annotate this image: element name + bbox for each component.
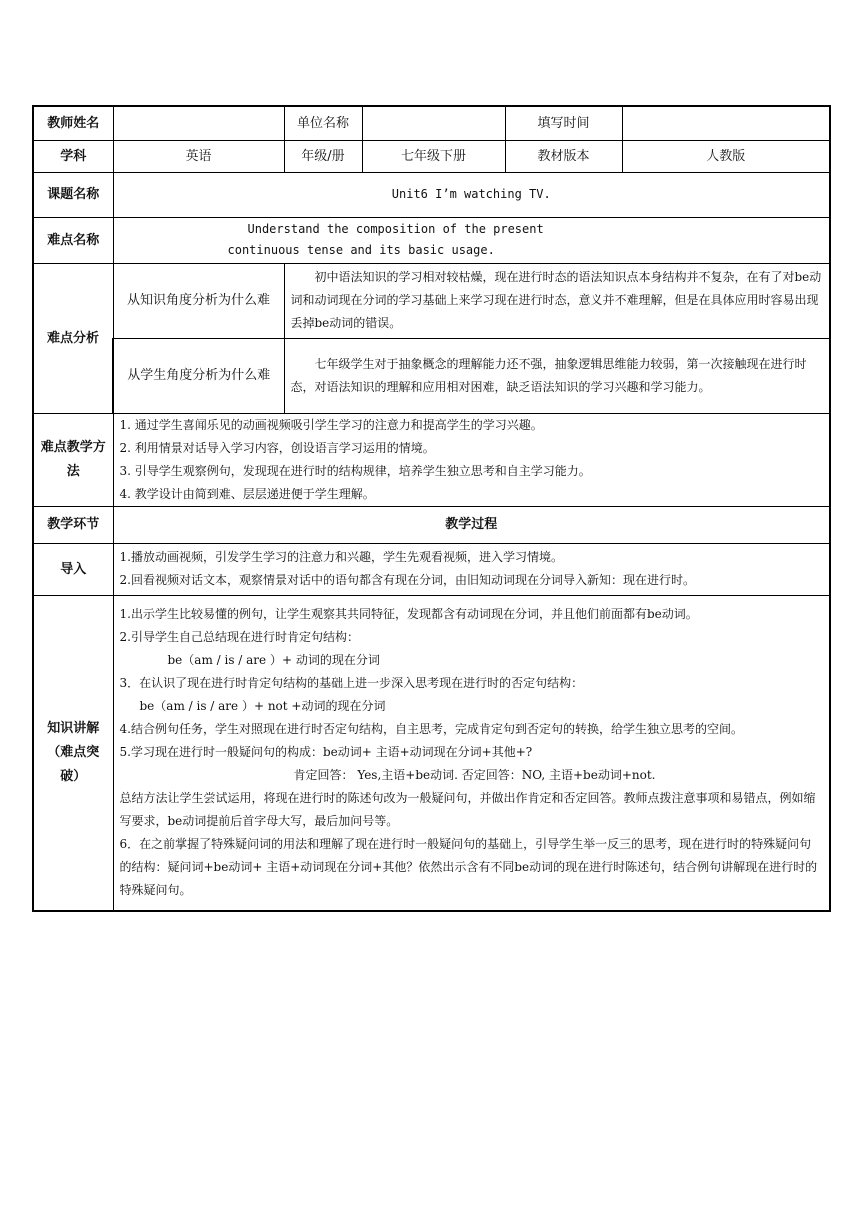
process-step-label: 教学环节: [33, 506, 113, 543]
knowledge-list: [113, 595, 830, 911]
lesson-plan-table: [32, 105, 831, 912]
fill-time-value: [622, 106, 830, 140]
analysis-label: 难点分析: [33, 263, 113, 413]
knowledge-item: 2.引导学生自己总结现在进行时肯定句结构：: [119, 630, 359, 645]
answer-forms: 肯定回答： Yes,主语+be动词. 否定回答：NO, 主语+be动词+not.: [293, 768, 656, 783]
process-label: 教学过程: [113, 506, 830, 543]
methods-list: [113, 413, 830, 506]
difficulty-value: [113, 217, 830, 263]
knowledge-item: 4.结合例句任务，学生对照现在进行时否定句结构，自主思考，完成肯定句到否定句的转换，给学生独立思考的空间。: [119, 722, 743, 737]
intro-item: 1.播放动画视频，引发学生学习的注意力和兴趣，学生先观看视频，进入学习情境。: [119, 550, 563, 564]
knowledge-angle-text: 初中语法知识的学习相对较枯燥，现在进行时态的语法知识点本身结构并不复杂，在有了对be动词和动词现在分词的学习基础上来学习现在进行时态，意义并不难理解，但是在具体应用时容易出现丢掉be动词的错误。: [284, 263, 830, 338]
process-header-row: [33, 506, 830, 543]
edition-label: 教材版本: [505, 140, 622, 172]
formula-negative: be（am / is / are ）+ not +动词的现在分词: [139, 699, 386, 714]
knowledge-row: [33, 595, 830, 911]
formula-affirmative: be（am / is / are ）+ 动词的现在分词: [167, 653, 380, 668]
analysis-knowledge-row: [33, 263, 830, 338]
method-item: 2. 利用情景对话导入学习内容，创设语言学习运用的情境。: [119, 440, 435, 455]
knowledge-item: 6．在之前掌握了特殊疑问词的用法和理解了现在进行时一般疑问句的基础上，引导学生举一反三的思考，现在进行时的特殊疑问句的结构：疑问词+be动词+ 主语+动词现在分词+其他？依然出示含有不同be动词的现在进行时陈述句，结合例句讲解现在进行时的特殊疑问句。: [119, 837, 818, 898]
subject-value: 英语: [113, 140, 284, 172]
knowledge-label: 知识讲解（难点突破）: [33, 595, 113, 911]
difficulty-line-1: Understand the composition of the present: [247, 222, 544, 236]
difficulty-row: [33, 217, 830, 263]
intro-label: 导入: [33, 543, 113, 595]
analysis-student-row: [33, 338, 830, 413]
teacher-row: [33, 106, 830, 140]
student-angle-text: 七年级学生对于抽象概念的理解能力还不强，抽象逻辑思维能力较弱，第一次接触现在进行时态，对语法知识的理解和应用相对困难，缺乏语法知识的学习兴趣和学习能力。: [284, 338, 830, 413]
unit-name-label: 单位名称: [284, 106, 362, 140]
method-item: 3. 引导学生观察例句，发现现在进行时的结构规律，培养学生独立思考和自主学习能力。: [119, 463, 591, 478]
knowledge-item: 总结方法让学生尝试运用，将现在进行时的陈述句改为一般疑问句，并做出作肯定和否定回答。教师点拨注意事项和易错点，例如缩写要求，be动词提前后首字母大写，最后加问号等。: [119, 791, 816, 829]
topic-value: Unit6 I’m watching TV.: [113, 172, 830, 217]
grade-value: 七年级下册: [362, 140, 505, 172]
intro-list: [113, 543, 830, 595]
topic-label: 课题名称: [33, 172, 113, 217]
knowledge-item: 5.学习现在进行时一般疑问句的构成：be动词+ 主语+动词现在分词+其他+?: [119, 745, 533, 760]
method-item: 1. 通过学生喜闻乐见的动画视频吸引学生学习的注意力和提高学生的学习兴趣。: [119, 417, 543, 432]
topic-row: [33, 172, 830, 217]
teacher-name-label: 教师姓名: [33, 106, 113, 140]
difficulty-line-2: continuous tense and its basic usage.: [227, 243, 495, 257]
intro-row: [33, 543, 830, 595]
methods-row: [33, 413, 830, 506]
student-angle-label: 从学生角度分析为什么难: [113, 338, 284, 413]
knowledge-angle-label: 从知识角度分析为什么难: [113, 263, 284, 338]
knowledge-item: 1.出示学生比较易懂的例句，让学生观察其共同特征，发现都含有动词现在分词，并且他们前面都有be动词。: [119, 607, 698, 622]
intro-item: 2.回看视频对话文本，观察情景对话中的语句都含有现在分词，由旧知动词现在分词导入新知：现在进行时。: [119, 573, 695, 587]
knowledge-item: 3．在认识了现在进行时肯定句结构的基础上进一步深入思考现在进行时的否定句结构：: [119, 676, 584, 691]
subject-label: 学科: [33, 140, 113, 172]
teacher-name-value: [113, 106, 284, 140]
methods-label: 难点教学方法: [33, 413, 113, 506]
edition-value: 人教版: [622, 140, 830, 172]
grade-label: 年级/册: [284, 140, 362, 172]
fill-time-label: 填写时间: [505, 106, 622, 140]
subject-row: [33, 140, 830, 172]
unit-name-value: [362, 106, 505, 140]
method-item: 4. 教学设计由简到难、层层递进便于学生理解。: [119, 486, 375, 501]
difficulty-label: 难点名称: [33, 217, 113, 263]
